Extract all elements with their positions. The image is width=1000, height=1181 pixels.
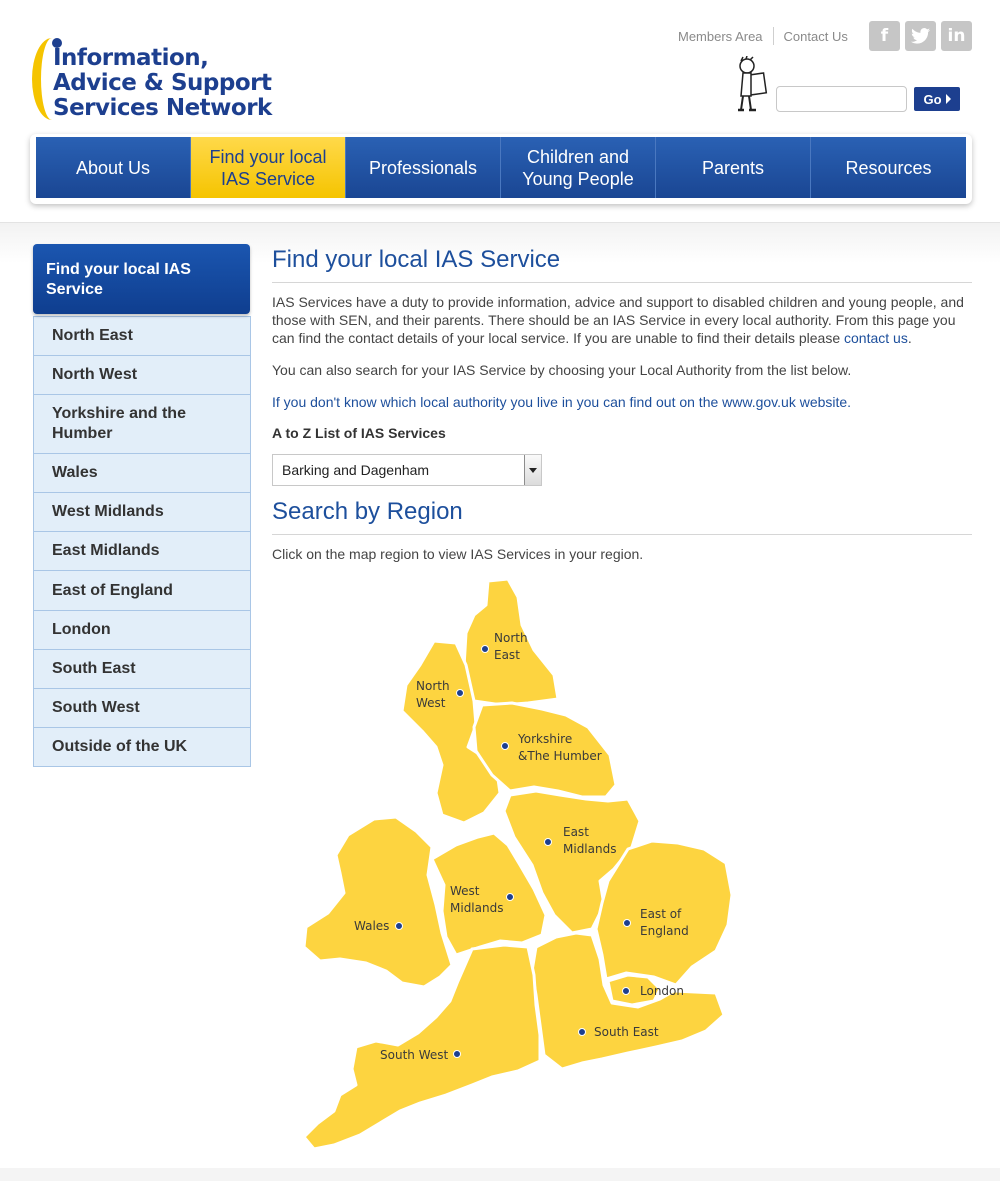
map-label-north-east-line1: North	[494, 631, 528, 645]
chevron-down-icon	[529, 468, 537, 473]
logo-line-2: Advice & Support	[53, 70, 272, 96]
nav-professionals[interactable]: Professionals	[346, 137, 501, 198]
map-label-east-of-england-line2: England	[640, 924, 689, 938]
map-dot-east-midlands[interactable]	[544, 838, 552, 846]
map-label-yorkshire[interactable]	[518, 731, 602, 765]
logo-line-1: Information,	[53, 45, 209, 71]
nav-resources[interactable]: Resources	[811, 137, 966, 198]
map-label-north-east[interactable]	[494, 630, 528, 664]
az-services-select[interactable]	[272, 454, 542, 486]
map-label-east-midlands-line2: Midlands	[563, 842, 617, 856]
nav-find-local-ias[interactable]: Find your local IAS Service	[191, 137, 346, 198]
map-label-london[interactable]	[640, 983, 684, 1000]
search-go-button[interactable]	[914, 87, 960, 111]
map-label-east-of-england[interactable]	[640, 906, 689, 940]
facebook-icon[interactable]: f	[869, 21, 900, 51]
main-content	[272, 246, 972, 441]
sidebar-item-south-east[interactable]: South East	[34, 649, 250, 688]
region-title: Search by Region	[272, 498, 972, 535]
sidebar-item-east-midlands[interactable]: East Midlands	[34, 531, 250, 570]
map-dot-south-east[interactable]	[578, 1028, 586, 1036]
map-label-wales[interactable]	[354, 918, 389, 935]
contact-us-link[interactable]: Contact Us	[783, 28, 848, 44]
map-label-south-east-line1: South East	[594, 1025, 659, 1039]
sidebar-item-outside-uk[interactable]: Outside of the UK	[34, 727, 250, 766]
az-list-label: A to Z List of IAS Services	[272, 425, 446, 441]
logo-text	[53, 46, 272, 121]
contact-us-inline-link[interactable]: contact us	[844, 330, 908, 346]
map-dot-london[interactable]	[622, 987, 630, 995]
map-label-north-west[interactable]	[416, 678, 450, 712]
map-label-north-west-line2: West	[416, 696, 446, 710]
site-logo[interactable]	[30, 36, 280, 126]
region-map	[296, 575, 741, 1155]
intro-end: .	[907, 330, 912, 346]
map-label-west-midlands-line1: West	[450, 884, 480, 898]
map-label-south-east[interactable]	[594, 1024, 659, 1041]
map-label-south-west-line1: South West	[380, 1048, 449, 1062]
go-arrow-icon	[946, 94, 951, 104]
search-instructions: You can also search for your IAS Service by choosing your Local Authority from the list below.	[272, 362, 852, 378]
region-sidebar	[33, 244, 251, 767]
map-label-east-midlands[interactable]	[563, 824, 616, 858]
map-dot-wales[interactable]	[395, 922, 403, 930]
sidebar-item-north-west[interactable]: North West	[34, 355, 250, 394]
map-dot-east-of-england[interactable]	[623, 919, 631, 927]
map-label-west-midlands-line2: Midlands	[450, 901, 504, 915]
page-title: Find your local IAS Service	[272, 246, 972, 283]
map-label-north-west-line1: North	[416, 679, 450, 693]
map-dot-south-west[interactable]	[453, 1050, 461, 1058]
main-nav	[36, 137, 966, 198]
map-label-london-line1: London	[640, 984, 684, 998]
map-label-west-midlands[interactable]	[450, 883, 503, 917]
map-label-yorkshire-line2: &The Humber	[518, 749, 602, 763]
site-header	[0, 0, 1000, 222]
sidebar-item-east-of-england[interactable]: East of England	[34, 570, 250, 610]
sidebar-item-wales[interactable]: Wales	[34, 453, 250, 492]
intro-text: IAS Services have a duty to provide information, advice and support to disabled children and young people, and those with SEN, and their parents. There should be an IAS Service in every local authority. From this page you can find the contact details of your local service. If you are unable to find their details please	[272, 294, 964, 346]
nav-parents[interactable]: Parents	[656, 137, 811, 198]
sidebar-item-west-midlands[interactable]: West Midlands	[34, 492, 250, 531]
top-links	[672, 27, 854, 45]
region-instructions: Click on the map region to view IAS Services in your region.	[272, 546, 644, 562]
map-dot-yorkshire[interactable]	[501, 742, 509, 750]
az-selected-value: Barking and Dagenham	[282, 462, 430, 478]
linkedin-icon[interactable]: in	[941, 21, 972, 51]
intro-paragraph	[272, 293, 972, 347]
select-arrow-button[interactable]	[524, 455, 541, 485]
members-area-link[interactable]: Members Area	[678, 28, 763, 44]
map-label-yorkshire-line1: Yorkshire	[518, 732, 573, 746]
map-region-wales[interactable]	[304, 817, 452, 987]
sidebar-item-yorkshire[interactable]: Yorkshire and the Humber	[34, 394, 250, 453]
go-button-label: Go	[923, 91, 942, 107]
sidebar-item-south-west[interactable]: South West	[34, 688, 250, 727]
region-section	[272, 498, 972, 563]
twitter-icon[interactable]	[905, 21, 936, 51]
nav-about-us[interactable]: About Us	[36, 137, 191, 198]
mascot-reading-icon	[733, 56, 769, 114]
sidebar-heading: Find your local IAS Service	[33, 244, 250, 314]
map-dot-west-midlands[interactable]	[506, 893, 514, 901]
site-search-input[interactable]	[776, 86, 907, 112]
social-links	[869, 21, 972, 51]
logo-line-3: Services Network	[53, 95, 272, 121]
map-label-south-west[interactable]	[380, 1047, 448, 1064]
map-label-wales-line1: Wales	[354, 919, 390, 933]
map-dot-north-west[interactable]	[456, 689, 464, 697]
map-label-north-east-line2: East	[494, 648, 520, 662]
nav-children-young-people[interactable]: Children and Young People	[501, 137, 656, 198]
map-dot-north-east[interactable]	[481, 645, 489, 653]
map-label-east-midlands-line1: East	[563, 825, 589, 839]
sidebar-list	[33, 316, 251, 767]
footer-strip	[0, 1168, 1000, 1181]
map-label-east-of-england-line1: East of	[640, 907, 682, 921]
top-links-divider	[773, 27, 774, 45]
sidebar-item-north-east[interactable]: North East	[34, 316, 250, 355]
sidebar-item-london[interactable]: London	[34, 610, 250, 649]
govuk-link[interactable]: If you don't know which local authority you live in you can find out on the www.gov.uk website.	[272, 394, 852, 410]
